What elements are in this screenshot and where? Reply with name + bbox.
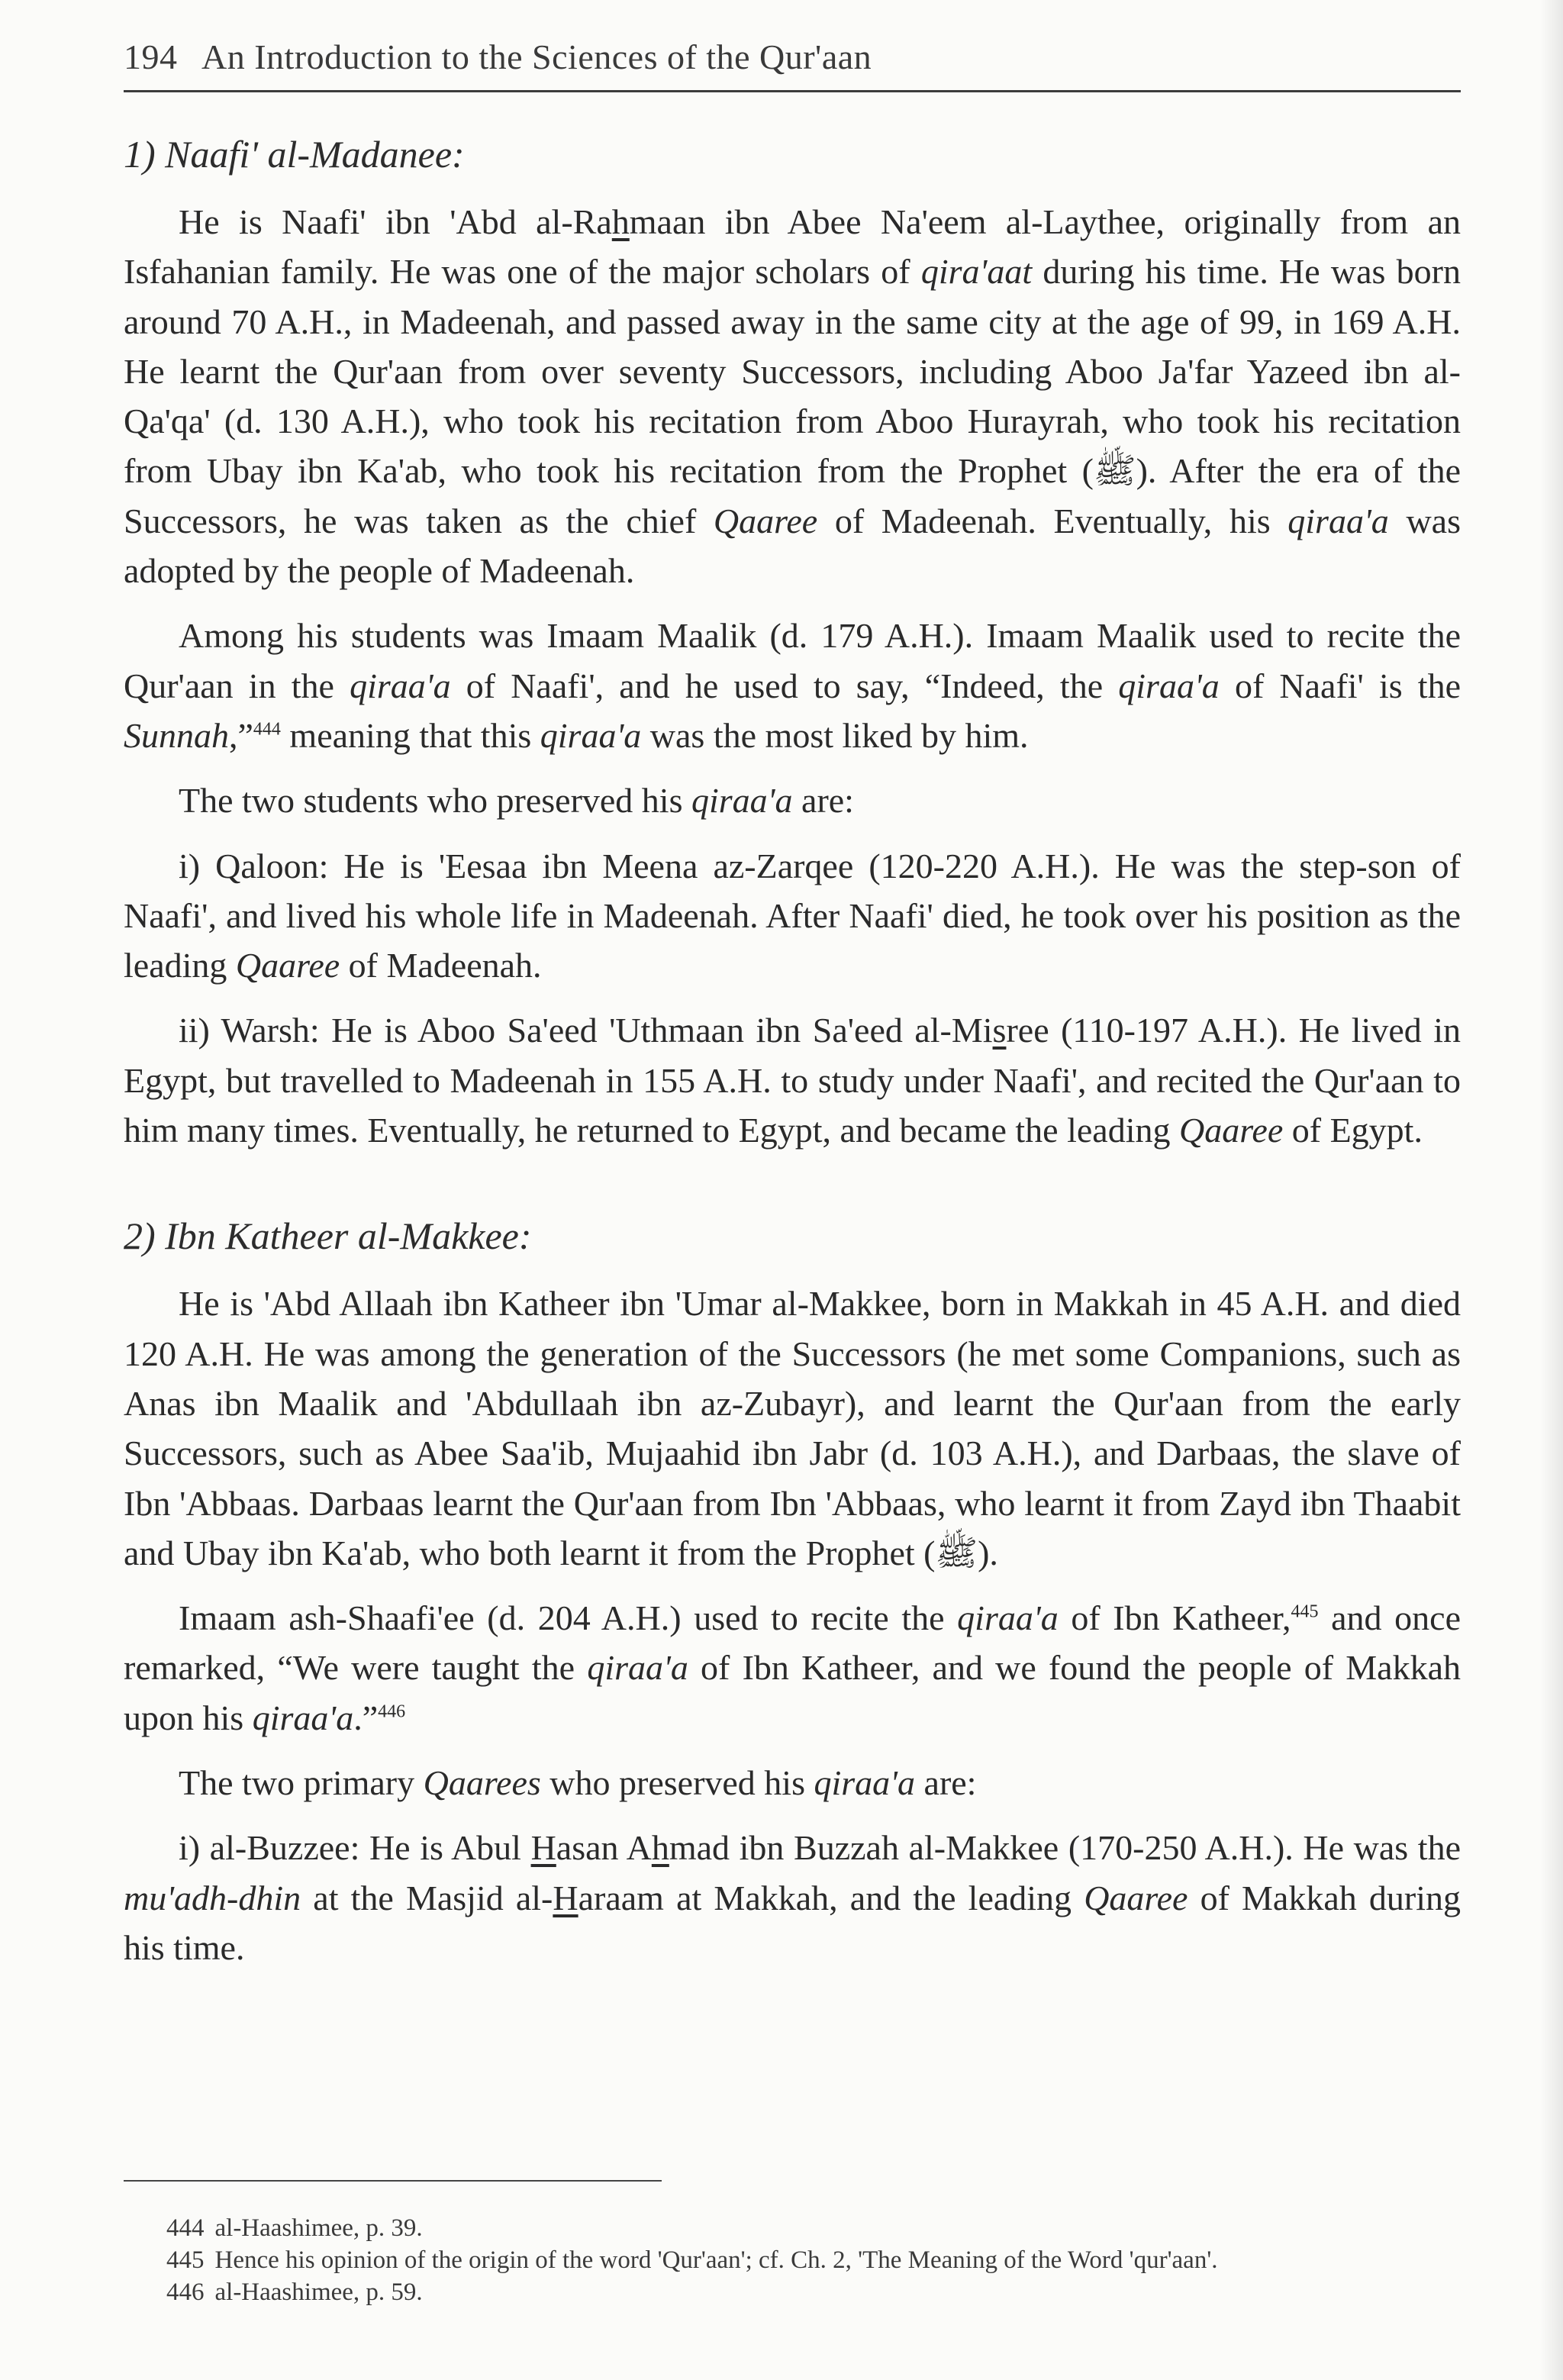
text-run: h	[651, 1828, 669, 1868]
text-run: at the Masjid al-	[301, 1878, 553, 1917]
text-run: of Madeenah.	[340, 946, 542, 985]
footnote-marker: 445	[1291, 1601, 1319, 1622]
italic-term: Qaaree	[1084, 1878, 1188, 1917]
italic-term: qiraa'a	[1287, 501, 1389, 540]
page-edge-shadow	[1540, 0, 1563, 2380]
text-run: H	[553, 1878, 578, 1917]
italic-term: qiraa'a	[1118, 666, 1220, 705]
text-run: mad ibn Buzzah al-Makkee (170-250 A.H.). He was the	[669, 1828, 1461, 1868]
italic-term: Qaarees	[423, 1763, 541, 1803]
text-run: asan A	[556, 1828, 652, 1868]
text-run: H	[530, 1828, 556, 1868]
text-run: The two primary	[179, 1763, 424, 1803]
text-run: and once remarked, “We were taught the	[124, 1598, 1461, 1688]
footnote	[166, 2276, 1464, 2308]
italic-term: qiraa'a	[814, 1763, 916, 1803]
main-text	[124, 130, 1461, 1988]
italic-term: Qaaree	[1179, 1111, 1284, 1150]
text-run: He is Naafi' ibn 'Abd al-Ra	[179, 202, 612, 241]
footnote-marker: 446	[378, 1701, 406, 1722]
paragraph	[124, 841, 1461, 991]
footnote-text: al-Haashimee, p. 39.	[214, 2214, 423, 2242]
text-run: He is 'Abd Allaah ibn Katheer ibn 'Umar al-Makkee, born in Makkah in 45 A.H. and died 120 A.H. He was among the generation of the Successors (he met some Companions, such as Anas ibn Maalik and 'Abdullaah ibn az-Zubayr), and learnt the Qur'aan from the early Successors, such as Abee Saa'ib, Mujaahid ibn Jabr (d. 103 A.H.), and Darbaas, the slave of Ibn 'Abbaas. Darbaas learnt the Qur'aan from Ibn 'Abbaas, who learnt it from Zayd ibn Thaabit and Ubay ibn Ka'ab, who both learnt it from the Prophet (ﷺ).	[124, 1284, 1461, 1572]
paragraph	[124, 1823, 1461, 1972]
footnotes	[166, 2212, 1464, 2308]
book-title: An Introduction to the Sciences of the Qur'aan	[201, 37, 872, 76]
page-number: 194	[124, 37, 178, 76]
paragraph	[124, 776, 1461, 825]
text-run: of Ibn Katheer, and we found the people of Makkah upon his	[124, 1648, 1461, 1737]
italic-term: Qaaree	[235, 946, 340, 985]
text-run: i) al-Buzzee: He is Abul	[179, 1828, 531, 1868]
header-divider	[124, 90, 1461, 92]
text-run: Imaam ash-Shaafi'ee (d. 204 A.H.) used to recite the	[179, 1598, 958, 1638]
text-run: of Madeenah. Eventually, his	[817, 501, 1288, 540]
footnote	[166, 2244, 1464, 2276]
text-run: meaning that this	[280, 715, 540, 755]
footnote-divider	[124, 2180, 662, 2182]
italic-term: qiraa'a	[350, 666, 451, 705]
text-run: was adopted by the people of Madeenah.	[124, 501, 1461, 591]
text-run: araam at Makkah, and the leading	[578, 1878, 1084, 1917]
paragraph	[124, 611, 1461, 760]
italic-term: qiraa'a	[957, 1598, 1059, 1638]
text-run: The two students who preserved his	[179, 781, 691, 821]
italic-term: qira'aat	[920, 252, 1033, 292]
paragraph	[124, 1593, 1461, 1743]
paragraph	[124, 1279, 1461, 1578]
text-run: maan ibn Abee Na'eem al-Laythee, originally from an Isfahanian family. He was one of the major scholars of	[124, 202, 1461, 292]
paragraph	[124, 1758, 1461, 1808]
text-run: are:	[792, 781, 854, 821]
paragraph	[124, 1005, 1461, 1155]
footnote-number: 444	[166, 2214, 205, 2242]
text-run: s	[992, 1011, 1007, 1050]
italic-term: qiraa'a	[691, 781, 793, 821]
footnote-text: al-Haashimee, p. 59.	[214, 2278, 423, 2306]
running-head	[124, 37, 1461, 77]
text-run: .”	[353, 1698, 379, 1737]
footnote-marker: 444	[253, 719, 281, 740]
footnote-number: 445	[166, 2246, 205, 2274]
text-run: of Ibn Katheer,	[1058, 1598, 1291, 1638]
text-run: i) Qaloon: He is 'Eesaa ibn Meena az-Zarqee (120-220 A.H.). He was the step-son of Naafi', and lived his whole life in Madeenah. After Naafi' died, he took over his position as the leading	[124, 846, 1461, 985]
text-run: h	[611, 202, 630, 241]
footnote	[166, 2212, 1464, 2244]
text-run: of Naafi', and he used to say, “Indeed, the	[450, 666, 1119, 705]
italic-term: qiraa'a	[540, 715, 642, 755]
footnote-text: Hence his opinion of the origin of the word 'Qur'aan'; cf. Ch. 2, 'The Meaning of the Word 'qur'aan'.	[214, 2246, 1218, 2274]
text-run: who preserved his	[540, 1763, 814, 1803]
italic-term: Qaaree	[713, 501, 818, 540]
section-heading-naafi: 1) Naafi' al-Madanee:	[124, 133, 465, 176]
text-run: ree (110-197 A.H.). He lived in Egypt, but travelled to Madeenah in 155 A.H. to study under Naafi', and recited the Qur'aan to him many times. Eventually, he returned to Egypt, and became the leading	[124, 1011, 1461, 1150]
paragraph	[124, 197, 1461, 595]
section-heading-ibn-katheer: 2) Ibn Katheer al-Makkee:	[124, 1214, 532, 1258]
text-run: during his time. He was born around 70 A.H., in Madeenah, and passed away in the same city at the age of 99, in 169 A.H. He learnt the Qur'aan from over seventy Successors, including Aboo Ja'far Yazeed ibn al-Qa'qa' (d. 130 A.H.), who took his recitation from Aboo Hurayrah, who took his recitation from Ubay ibn Ka'ab, who took his recitation from the Prophet (ﷺ). After the era of the Successors, he was taken as the chief	[124, 252, 1461, 540]
italic-term: qiraa'a	[587, 1648, 688, 1688]
text-run: are:	[915, 1763, 977, 1803]
text-run: of Makkah during his time.	[124, 1878, 1461, 1967]
footnote-number: 446	[166, 2278, 205, 2306]
text-run: was the most liked by him.	[641, 715, 1029, 755]
text-run: Among his students was Imaam Maalik (d. 179 A.H.). Imaam Maalik used to recite the Qur'aan in the	[124, 616, 1461, 705]
text-run: ii) Warsh: He is Aboo Sa'eed 'Uthmaan ibn Sa'eed al-Mi	[179, 1011, 993, 1050]
italic-term: qiraa'a	[252, 1698, 354, 1737]
text-run: ,”	[229, 715, 253, 755]
italic-term: Sunnah	[124, 715, 229, 755]
italic-term: mu'adh-dhin	[124, 1878, 301, 1917]
text-run: of Egypt.	[1283, 1111, 1423, 1150]
text-run: of Naafi' is the	[1219, 666, 1461, 705]
